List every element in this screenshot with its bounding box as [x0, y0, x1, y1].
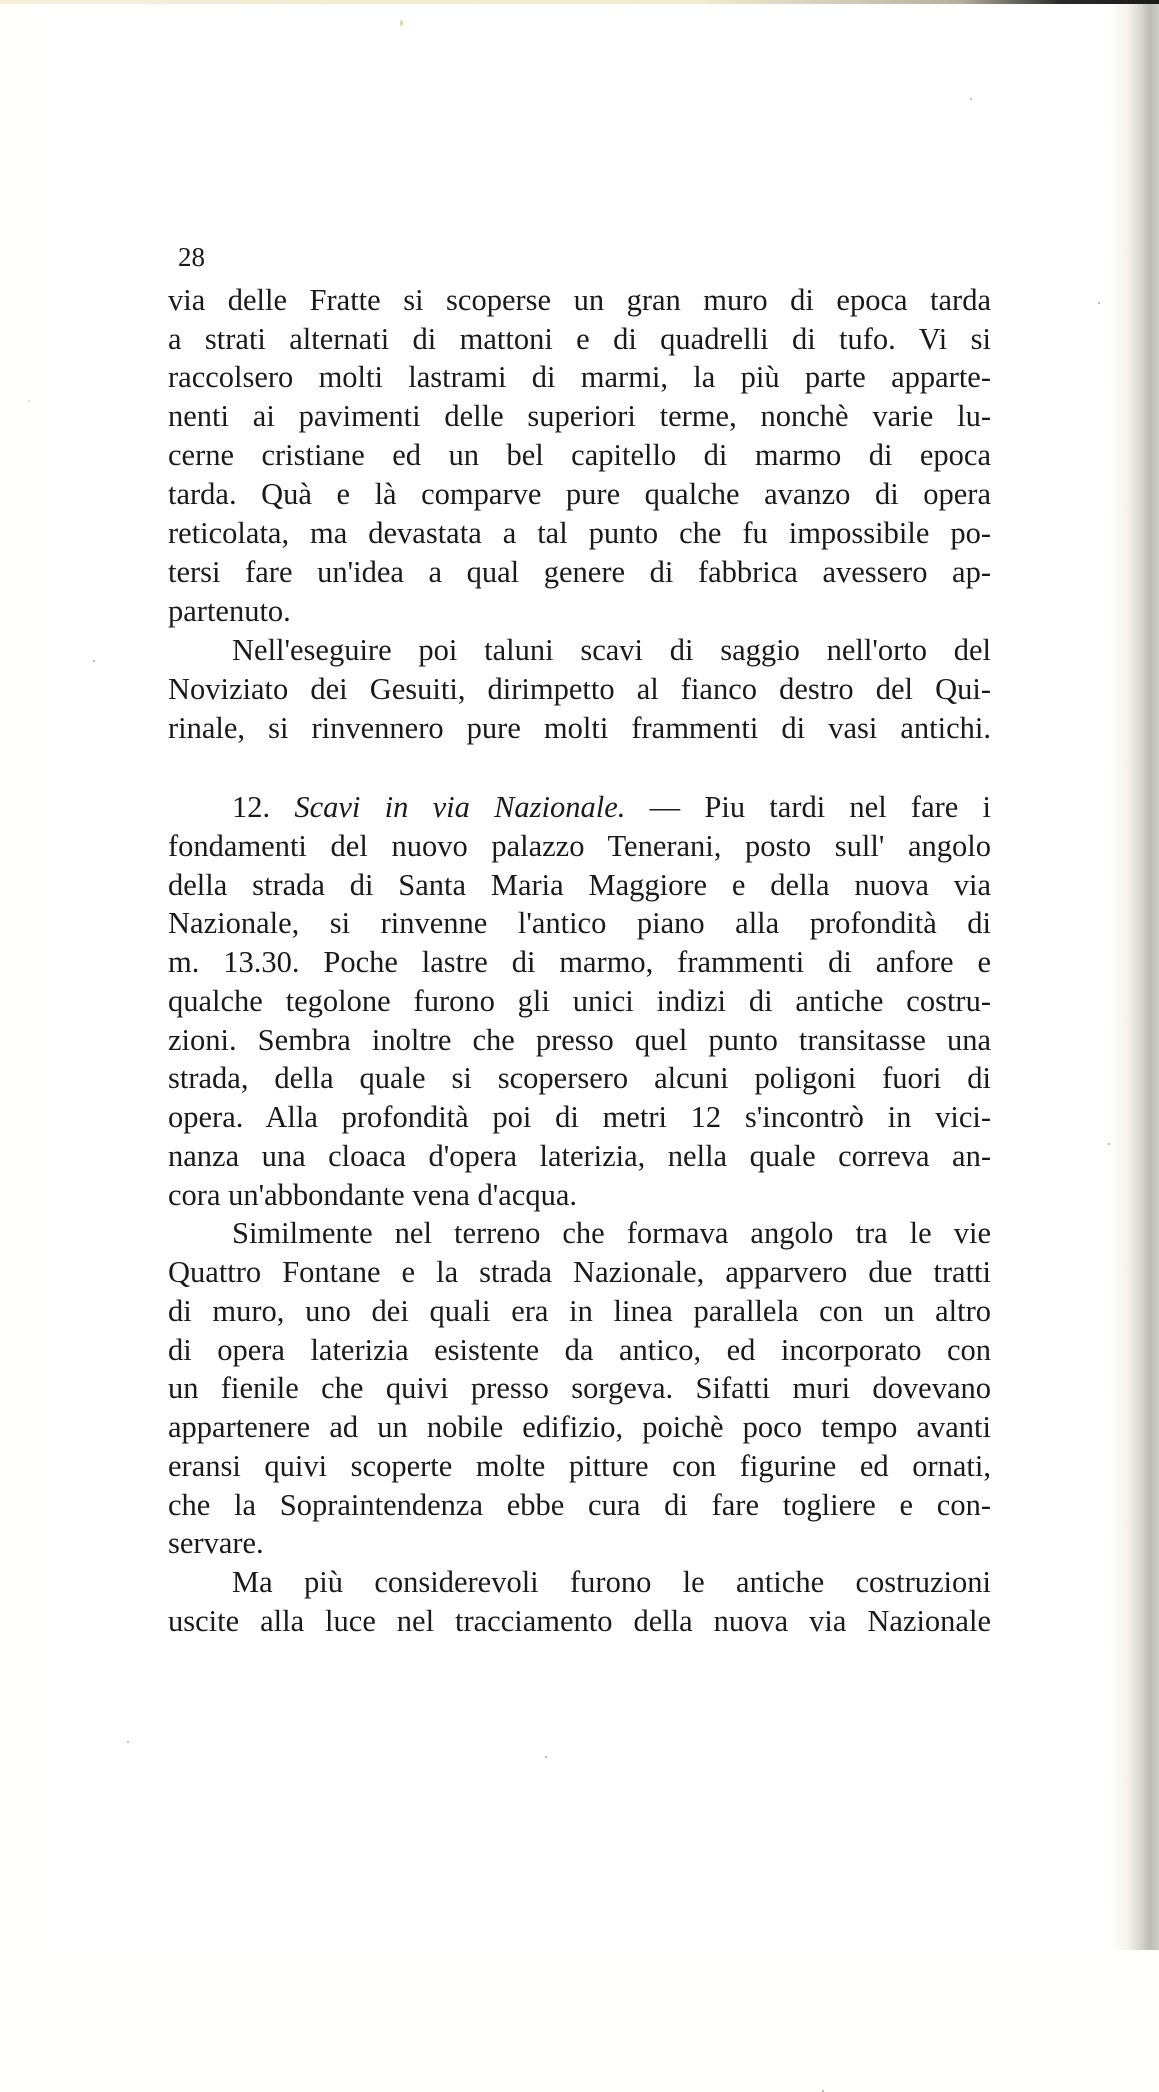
scan-speck: [93, 660, 95, 662]
text-line: Nell'eseguire poi taluni scavi di saggio nell'orto del: [232, 633, 991, 667]
scan-speck: [1098, 302, 1100, 304]
text-line: zioni. Sembra inoltre che presso quel punto transitasse una: [168, 1023, 991, 1057]
text-line: che la Sopraintendenza ebbe cura di fare togliere e con-: [168, 1488, 991, 1522]
text-line: fondamenti del nuovo palazzo Tenerani, posto sull' angolo: [168, 829, 991, 863]
scan-speck: [970, 98, 972, 100]
text-line: eransi quivi scoperte molte pitture con figurine ed ornati,: [168, 1449, 991, 1483]
text-line: servare.: [168, 1526, 264, 1560]
text-line: tersi fare un'idea a qual genere di fabbrica avessero ap-: [168, 555, 991, 589]
text-fragment: — Piu tardi nel fare i: [649, 790, 992, 824]
scan-speck: [28, 400, 30, 402]
text-line: tarda. Quà e là comparve pure qualche avanzo di opera: [168, 477, 991, 511]
text-line: m. 13.30. Poche lastre di marmo, frammenti di anfore e: [168, 945, 991, 979]
text-line: qualche tegolone furono gli unici indizi di antiche costru-: [168, 984, 991, 1018]
text-line: strada, della quale si scopersero alcuni poligoni fuori di: [168, 1061, 991, 1095]
text-line: reticolata, ma devastata a tal punto che fu impossibile po-: [168, 516, 991, 550]
text-line: della strada di Santa Maria Maggiore e della nuova via: [168, 868, 991, 902]
text-line: Nazionale, si rinvenne l'antico piano alla profondità di: [168, 906, 991, 940]
text-line: via delle Fratte si scoperse un gran muro di epoca tarda: [168, 283, 991, 317]
scan-speck: [127, 1741, 129, 1743]
text-line: partenuto.: [168, 594, 291, 628]
scan-speck: [400, 20, 403, 26]
text-line: Similmente nel terreno che formava angolo tra le vie: [232, 1216, 991, 1250]
text-line: di opera laterizia esistente da antico, ed incorporato con: [168, 1333, 991, 1367]
text-line: rinale, si rinvennero pure molti frammenti di vasi antichi.: [168, 711, 991, 745]
scan-speck: [1108, 1143, 1110, 1145]
text-line: Quattro Fontane e la strada Nazionale, apparvero due tratti: [168, 1255, 991, 1289]
text-line: cora un'abbondante vena d'acqua.: [168, 1178, 577, 1212]
scan-top-edge: [0, 0, 1159, 4]
section-title: Scavi in via Nazionale.: [294, 790, 626, 824]
text-line: di muro, uno dei quali era in linea parallela con un altro: [168, 1294, 991, 1328]
text-line: nanza una cloaca d'opera laterizia, nella quale correva an-: [168, 1139, 991, 1173]
text-line: opera. Alla profondità poi di metri 12 s'incontrò in vici-: [168, 1100, 991, 1134]
scan-speck: [545, 1756, 547, 1758]
text-line: un fienile che quivi presso sorgeva. Sifatti muri dovevano: [168, 1371, 991, 1405]
section-heading-line: [232, 788, 991, 826]
text-line: appartenere ad un nobile edifizio, poichè poco tempo avanti: [168, 1410, 991, 1444]
text-line: Noviziato dei Gesuiti, dirimpetto al fianco destro del Qui-: [168, 672, 991, 706]
text-line: a strati alternati di mattoni e di quadrelli di tufo. Vi si: [168, 322, 991, 356]
text-line: raccolsero molti lastrami di marmi, la più parte apparte-: [168, 360, 991, 394]
text-line: Ma più considerevoli furono le antiche costruzioni: [232, 1565, 991, 1599]
page-number: 28: [178, 242, 205, 272]
text-line: uscite alla luce nel tracciamento della nuova via Nazionale: [168, 1604, 991, 1638]
text-line: nenti ai pavimenti delle superiori terme, nonchè varie lu-: [168, 399, 991, 433]
section-number: 12.: [232, 790, 271, 824]
text-line: cerne cristiane ed un bel capitello di marmo di epoca: [168, 438, 991, 472]
